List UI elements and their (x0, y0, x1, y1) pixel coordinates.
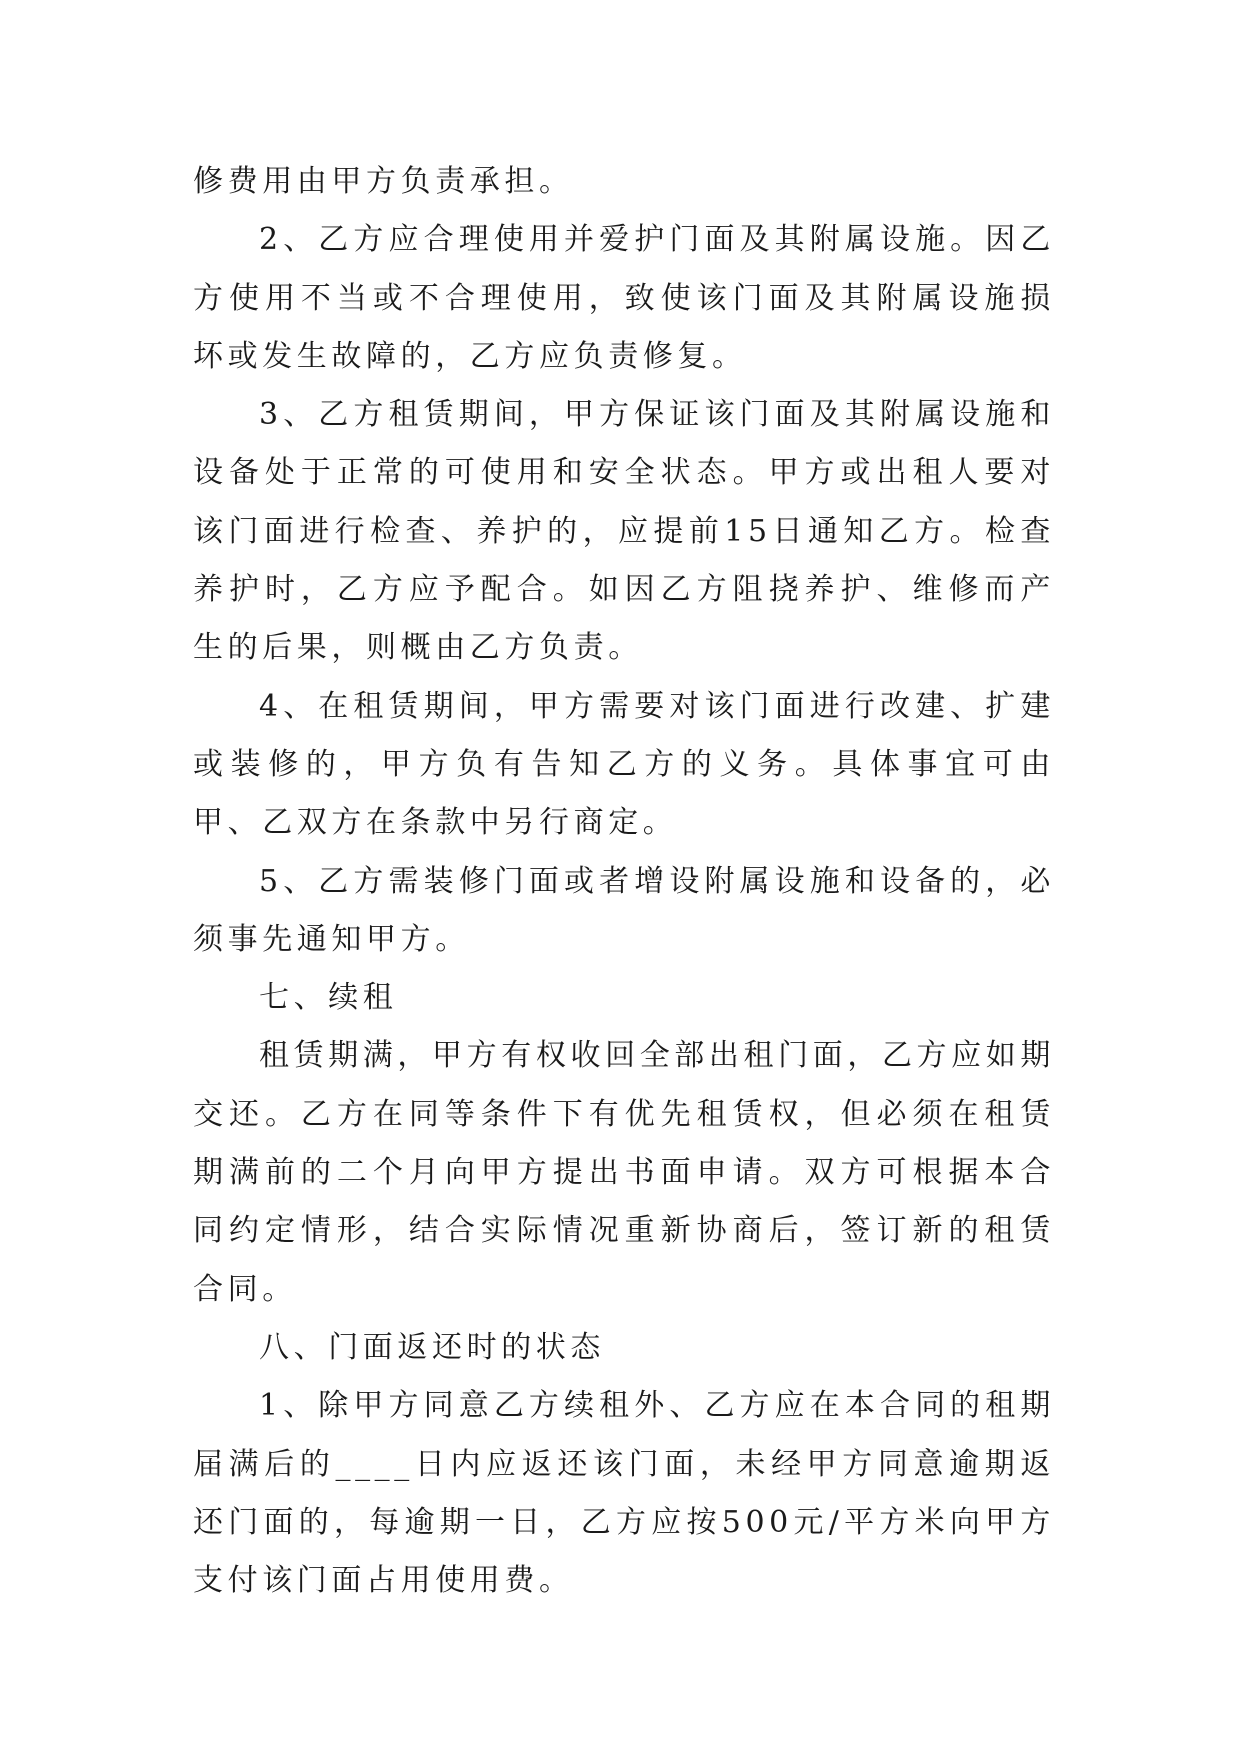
section-heading-return-state: 八、门面返还时的状态 (259, 1329, 605, 1365)
paragraph-clause-5: 5、乙方需装修门面或者增设附属设施和设备的，必须事先通知甲方。 (193, 863, 1055, 957)
paragraph-continuation: 修费用由甲方负责承担。 (193, 164, 574, 199)
paragraph-clause-3: 3、乙方租赁期间，甲方保证该门面及其附属设施和设备处于正常的可使用和安全状态。甲方或出租人要对该门面进行检查、养护的，应提前15日通知乙方。检查养护时，乙方应予配合。如因乙方阻挠养护、维修而产生的后果，则概由乙方负责。 (193, 397, 1055, 666)
paragraph-return-clause-1: 1、除甲方同意乙方续租外、乙方应在本合同的租期届满后的____日内应返还该门面，未经甲方同意逾期返还门面的，每逾期一日，乙方应按500元/平方米向甲方支付该门面占用使用费。 (193, 1388, 1055, 1599)
document-page (193, 153, 1055, 1610)
paragraph-clause-2: 2、乙方应合理使用并爱护门面及其附属设施。因乙方使用不当或不合理使用，致使该门面及其附属设施损坏或发生故障的，乙方应负责修复。 (193, 222, 1055, 374)
section-heading-renewal: 七、续租 (259, 980, 398, 1016)
paragraph-renewal: 租赁期满，甲方有权收回全部出租门面，乙方应如期交还。乙方在同等条件下有优先租赁权，但必须在租赁期满前的二个月向甲方提出书面申请。双方可根据本合同约定情形，结合实际情况重新协商后，签订新的租赁合同。 (193, 1038, 1055, 1307)
paragraph-clause-4: 4、在租赁期间，甲方需要对该门面进行改建、扩建或装修的，甲方负有告知乙方的义务。具体事宜可由甲、乙双方在条款中另行商定。 (193, 688, 1055, 841)
